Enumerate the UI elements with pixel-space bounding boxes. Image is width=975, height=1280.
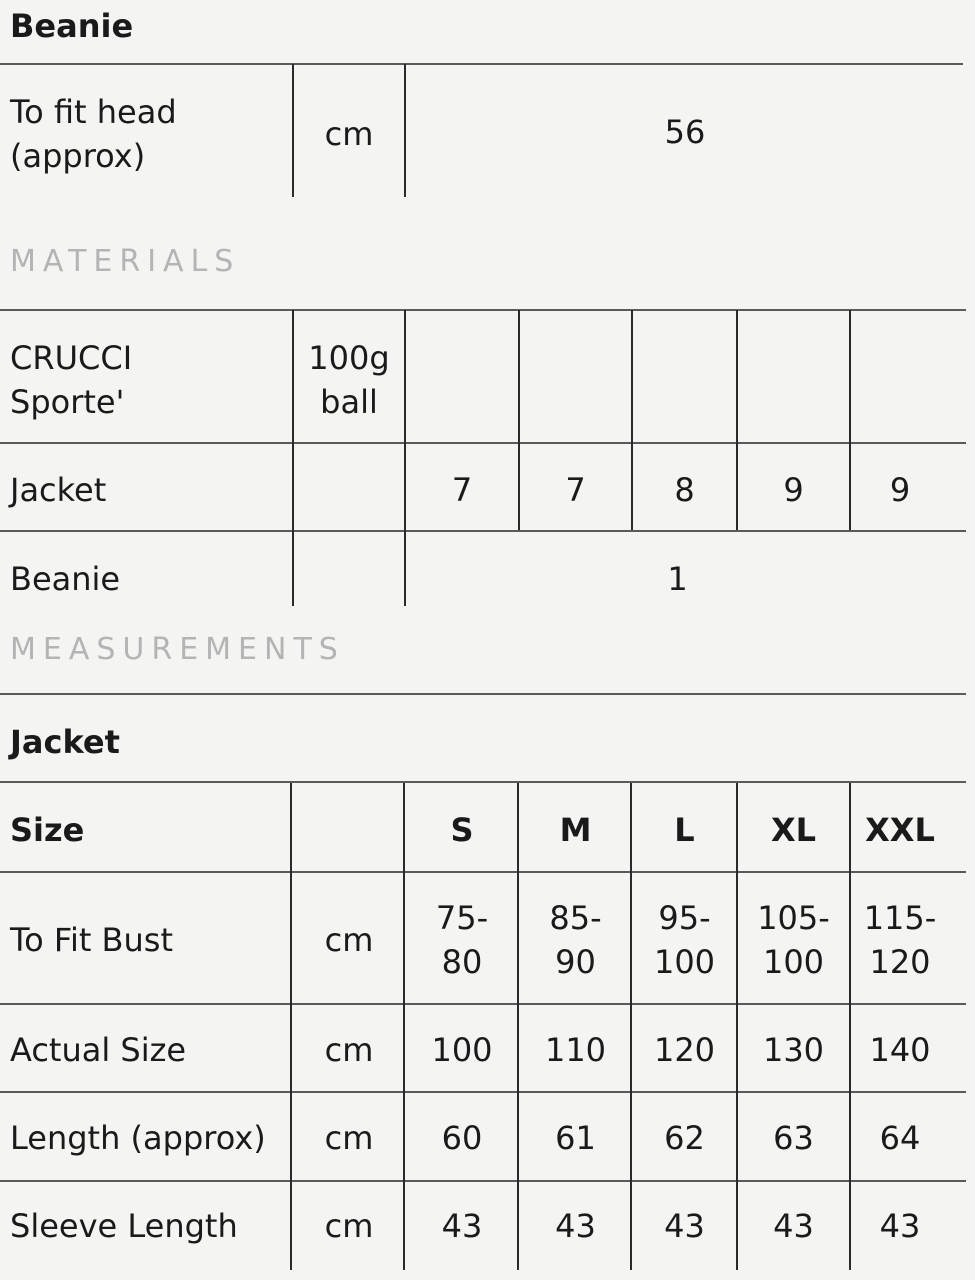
divider bbox=[0, 871, 966, 873]
yarn-name-2: Sporte' bbox=[10, 383, 125, 421]
bust-l: 95- 100 bbox=[653, 899, 716, 981]
size-xxl: XXL bbox=[865, 811, 935, 849]
divider bbox=[0, 309, 966, 311]
sleeve-xl: 43 bbox=[773, 1207, 814, 1245]
length-label: Length (approx) bbox=[10, 1119, 266, 1157]
size-xl: XL bbox=[770, 811, 817, 849]
divider bbox=[0, 1003, 966, 1005]
divider bbox=[0, 781, 966, 783]
divider bbox=[0, 693, 966, 695]
measurements-subtitle: Jacket bbox=[10, 723, 120, 761]
divider bbox=[0, 530, 966, 532]
materials-heading: MATERIALS bbox=[10, 244, 241, 279]
bust-xl: 105- 100 bbox=[757, 899, 830, 981]
bust-label: To Fit Bust bbox=[10, 921, 173, 959]
length-l: 62 bbox=[664, 1119, 705, 1157]
actual-xxl: 140 bbox=[869, 1031, 931, 1069]
jacket-balls-xxl: 9 bbox=[889, 471, 911, 509]
yarn-unit-2: ball bbox=[320, 383, 378, 421]
length-s: 60 bbox=[441, 1119, 483, 1157]
actual-s: 100 bbox=[431, 1031, 493, 1069]
jacket-balls-s: 7 bbox=[451, 471, 473, 509]
divider bbox=[0, 1180, 966, 1182]
size-m: M bbox=[559, 811, 592, 849]
actual-label: Actual Size bbox=[10, 1031, 187, 1069]
size-label: Size bbox=[10, 811, 85, 849]
head-row-label-2: (approx) bbox=[10, 137, 146, 175]
jacket-balls-m: 7 bbox=[565, 471, 586, 509]
sleeve-l: 43 bbox=[664, 1207, 705, 1245]
sleeve-label: Sleeve Length bbox=[10, 1207, 238, 1245]
bust-m: 85- 90 bbox=[549, 899, 602, 981]
actual-unit: cm bbox=[324, 1031, 374, 1069]
beanie-material-label: Beanie bbox=[10, 560, 121, 598]
yarn-name-1: CRUCCI bbox=[10, 339, 133, 377]
actual-l: 120 bbox=[653, 1031, 716, 1069]
beanie-balls: 1 bbox=[667, 560, 688, 598]
length-xl: 63 bbox=[773, 1119, 814, 1157]
head-value: 56 bbox=[664, 113, 706, 151]
head-row-label-1: To fit head bbox=[10, 93, 177, 131]
measurements-heading: MEASUREMENTS bbox=[10, 632, 345, 667]
divider bbox=[0, 442, 966, 444]
size-s: S bbox=[450, 811, 474, 849]
sleeve-m: 43 bbox=[555, 1207, 596, 1245]
head-unit: cm bbox=[324, 115, 374, 153]
actual-m: 110 bbox=[544, 1031, 607, 1069]
divider bbox=[0, 1091, 966, 1093]
yarn-unit-1: 100g bbox=[308, 339, 390, 377]
sleeve-xxl: 43 bbox=[879, 1207, 921, 1245]
jacket-material-label: Jacket bbox=[10, 471, 107, 509]
length-unit: cm bbox=[324, 1119, 374, 1157]
length-xxl: 64 bbox=[879, 1119, 921, 1157]
sleeve-s: 43 bbox=[441, 1207, 483, 1245]
divider bbox=[0, 63, 963, 65]
jacket-balls-xl: 9 bbox=[783, 471, 804, 509]
length-m: 61 bbox=[555, 1119, 596, 1157]
actual-xl: 130 bbox=[762, 1031, 825, 1069]
beanie-title: Beanie bbox=[10, 7, 134, 45]
sleeve-unit: cm bbox=[324, 1207, 374, 1245]
bust-s: 75- 80 bbox=[435, 899, 489, 981]
bust-xxl: 115- 120 bbox=[863, 899, 937, 981]
size-l: L bbox=[674, 811, 695, 849]
bust-unit: cm bbox=[324, 921, 374, 959]
jacket-balls-l: 8 bbox=[674, 471, 695, 509]
